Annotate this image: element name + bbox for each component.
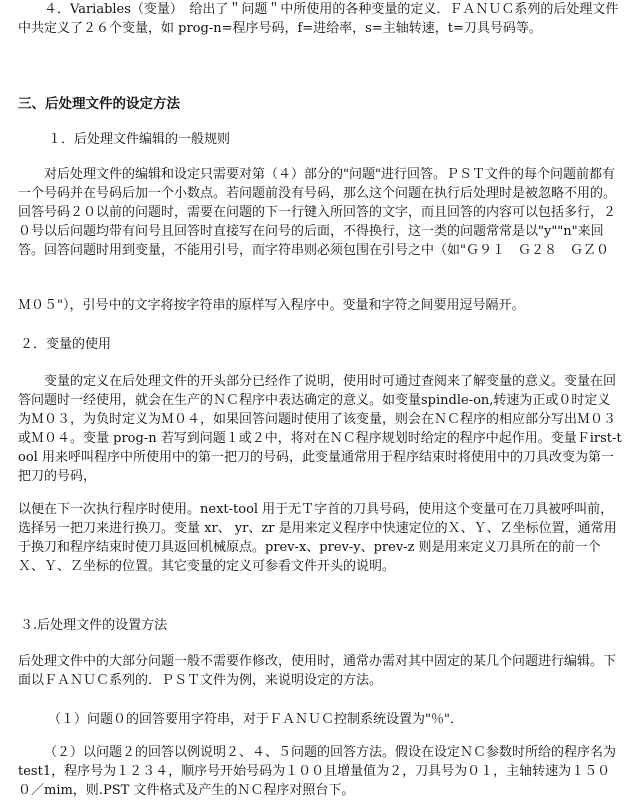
subsection-3-heading: ３.后处理文件的设置方法 xyxy=(20,618,168,633)
subsection-2-paragraph-2: 以便在下一次执行程序时使用。next-tool 用于无Ｔ字首的刀具号码，使用这个变量可在刀具被呼叫前，选择另一把刀来进行换刀。变量 xr、 yr、zr 是用来定义程序中快速定位的Ｘ、Ｙ、Ｚ坐标位置，通常用于换刀和程序结束时使刀具返回机械原点。prev-x、prev-y、prev-z 则是用来定义刀具所在的前一个Ｘ、Ｙ、Ｚ坐标的位置。其它变量的定义可参看文件开头的说明。 xyxy=(18,502,617,574)
subsection-2-heading: ２．变量的使用 xyxy=(20,337,112,352)
section-heading: 三、后处理文件的设定方法 xyxy=(18,96,180,112)
subsection-3-item-1: （１）问题０的回答要用字符串，对于ＦＡＮＵＣ控制系统设置为"％"． xyxy=(48,712,463,727)
subsection-3-item-2: （２）以问题２的回答以例说明２、４、５问题的回答方法。假设在设定ＮＣ参数时所给的程序名为 test1，程序号为１２３４，顺序号开始号码为１００且增量值为２，刀具号为０１，主轴转速为１５００／mim，则.PST 文件格式及产生的ＮＣ程序对照台下。 xyxy=(18,745,617,798)
subsection-3-paragraph-1: 后处理文件中的大部分问题一般不需要作修改，使用时，通常办需对其中固定的某几个问题进行编辑。下面以ＦＡＮＵＣ系列的．ＰＳＴ文件为例，来说明设定的方法。 xyxy=(18,654,617,688)
subsection-2-paragraph-1: 变量的定义在后处理文件的开头部分已经作了说明，使用时可通过查阅来了解变量的意义。变量在回答问题时一经使用，就会在生产的ＮＣ程序中表达确定的意义。如变量spindle-on,转速为正或０时定义为Ｍ０３，为负时定义为Ｍ０４，如果回答问题时使用了该变量，则会在ＮＣ程序的相应部分写出Ｍ０３或Ｍ０４。变量 prog-n 若写到问题１或２中，将对在ＮＣ程序规划时给定的程序中起作用。变量Ｆirst-tool 用来呼叫程序中所使用中的第一把刀的号码，此变量通常用于程序结束时将使用中的刀具改变为第一把刀的号码， xyxy=(18,374,622,484)
subsection-1-paragraph-2: Ｍ０５"），引号中的文字将按字符串的原样写入程序中。变量和字符之间要用逗号隔开。 xyxy=(18,298,525,313)
subsection-1-paragraph-1: 对后处理文件的编辑和设定只需要对第（４）部分的"问题"进行回答。ＰＳＴ文件的每个问题前都有一个号码并在号码后加一个小数点。若问题前没有号码，那么这个问题在执行后处理时是被忽略不用的。回答号码２０以前的问题时，需要在问题的下一行键入所回答的文字，而且回答的内容可以包括多行，２０号以后问题均带有问号且回答时直接写在问号的后面，不得换行，这一类的问题常常是以"y""n"来回答。回答问题时用到变量，不能用引号，而字符串则必须包围在引号之中（如"Ｇ９１ Ｇ２８ ＧＺ０ xyxy=(18,167,617,258)
subsection-1-heading: １．后处理文件编辑的一般规则 xyxy=(48,132,231,147)
intro-paragraph: ４．Variables（变量） 给出了＂问题＂中所使用的各种变量的定义．ＦＡＮＵＣ系列的后处理文件中共定义了２６个变量，如 prog-n=程序号码，f=进给率，s=主轴转速，t=刀具号码等。 xyxy=(18,2,619,36)
